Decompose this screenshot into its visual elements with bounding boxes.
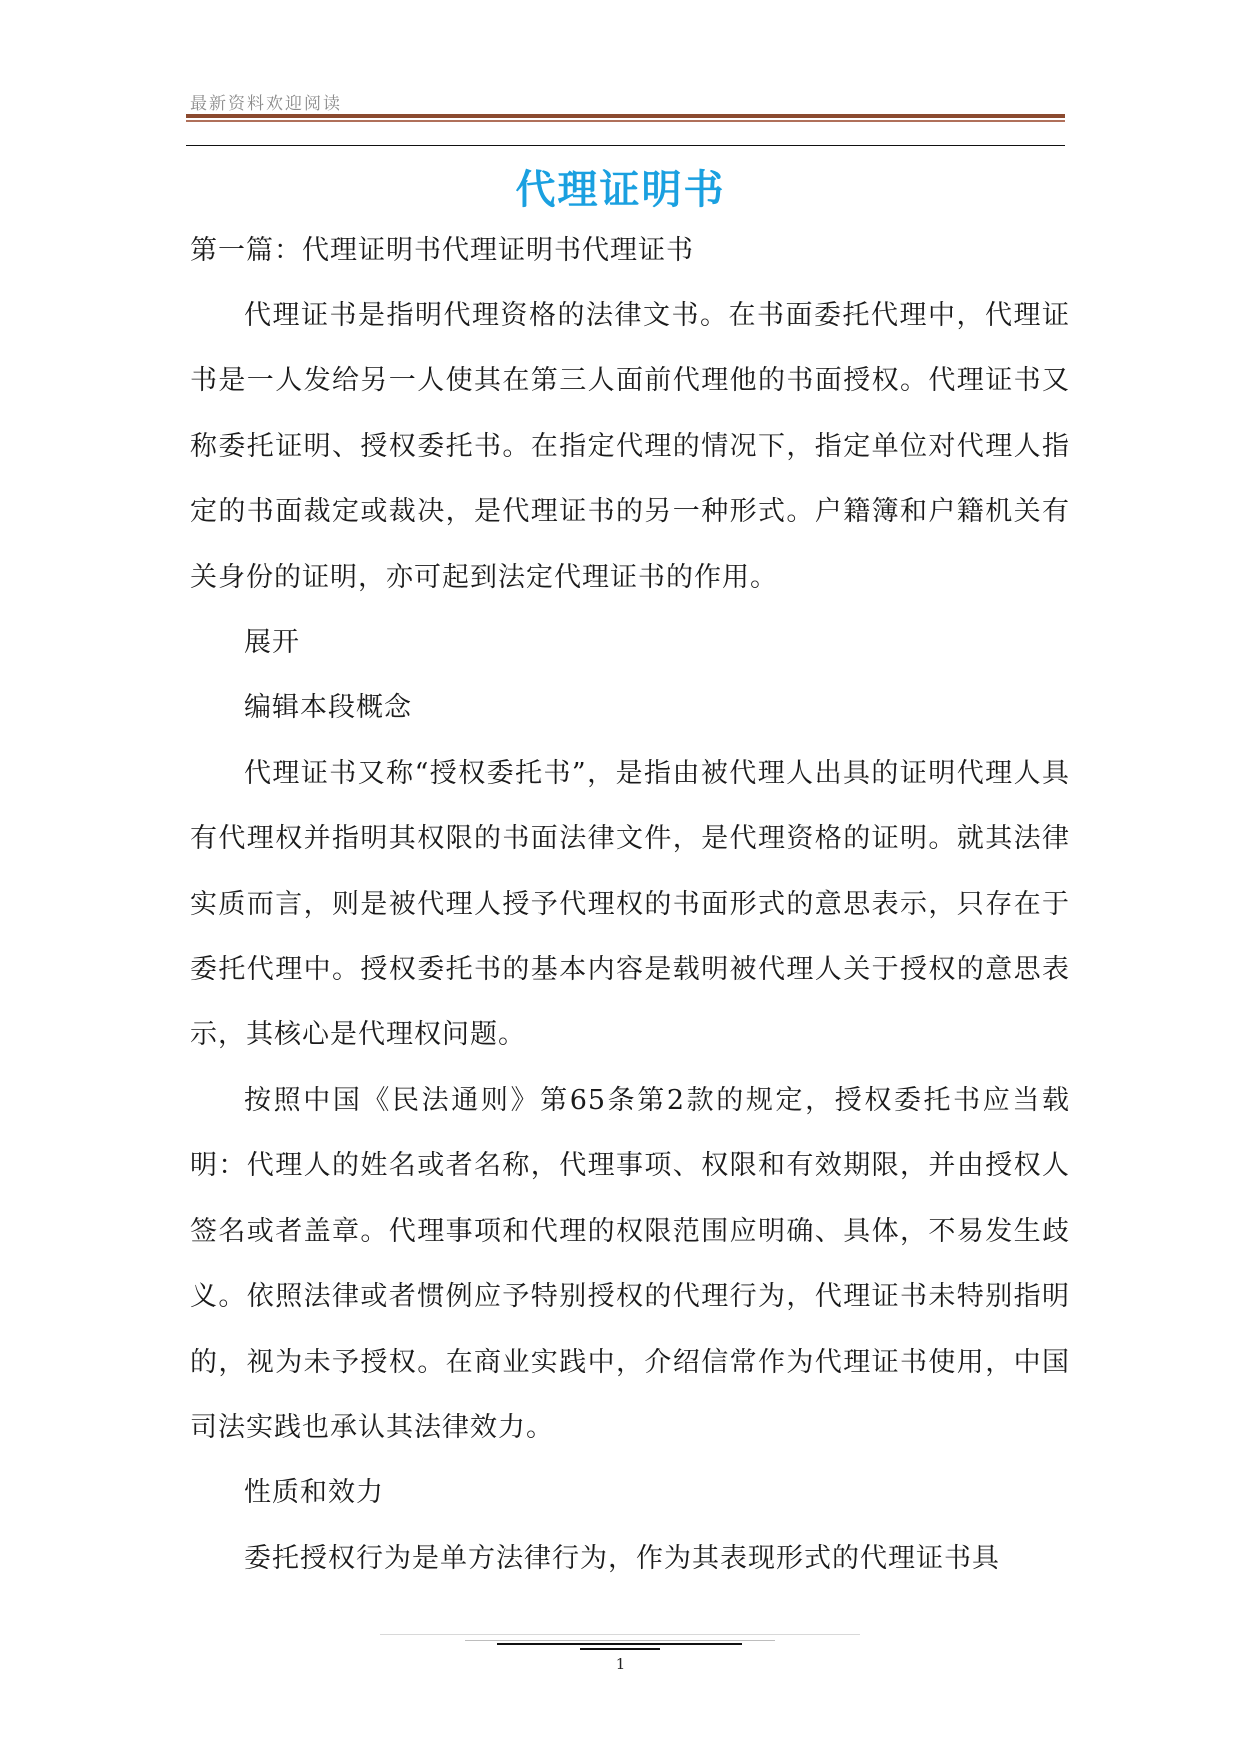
- paragraph-expand: 展开: [244, 627, 300, 659]
- document-body: [190, 283, 1070, 1591]
- paragraph-nature: 委托授权行为是单方法律行为，作为其表现形式的代理证书具: [244, 1542, 1000, 1574]
- paragraph-civil-law: 按照中国《民法通则》第65条第2款的规定，授权委托书应当载明：代理人的姓名或者名称，代理事项、权限和有效期限，并由授权人签名或者盖章。代理事项和代理的权限范围应明确、具体，不易发生歧义。依照法律或者惯例应予特别授权的代理行为，代理证书未特别指明的，视为未予授权。在商业实践中，介绍信常作为代理证书使用，中国司法实践也承认其法律效力。: [190, 1084, 1070, 1443]
- page-number: 1: [615, 1655, 626, 1673]
- footer-rule-light: [380, 1634, 860, 1635]
- paragraph-section-concept: 编辑本段概念: [244, 692, 412, 724]
- header-rule-thick: [186, 114, 1065, 118]
- document-title: 代理证明书: [515, 167, 726, 213]
- header-rule-black: [186, 145, 1065, 146]
- paragraph-definition: 代理证书是指明代理资格的法律文书。在书面委托代理中，代理证书是一人发给另一人使其在第三人面前代理他的书面授权。代理证书又称委托证明、授权委托书。在指定代理的情况下，指定单位对代理人指定的书面裁定或裁决，是代理证书的另一种形式。户籍簿和户籍机关有关身份的证明，亦可起到法定代理证书的作用。: [190, 300, 1070, 593]
- footer-rule-short: [580, 1648, 660, 1650]
- footer-rule-dark: [497, 1643, 742, 1645]
- document-subtitle: 第一篇：代理证明书代理证明书代理证书: [190, 235, 694, 266]
- paragraph-section-nature: 性质和效力: [244, 1477, 384, 1509]
- footer-rule-grey: [465, 1640, 775, 1641]
- paragraph-concept: 代理证书又称“授权委托书”，是指由被代理人出具的证明代理人具有代理权并指明其权限的书面法律文件，是代理资格的证明。就其法律实质而言，则是被代理人授予代理权的书面形式的意思表示，只存在于委托代理中。授权委托书的基本内容是载明被代理人关于授权的意思表示，其核心是代理权问题。: [190, 757, 1070, 1051]
- header-rule-thin: [186, 120, 1065, 122]
- page-header-text: 最新资料欢迎阅读: [190, 94, 342, 114]
